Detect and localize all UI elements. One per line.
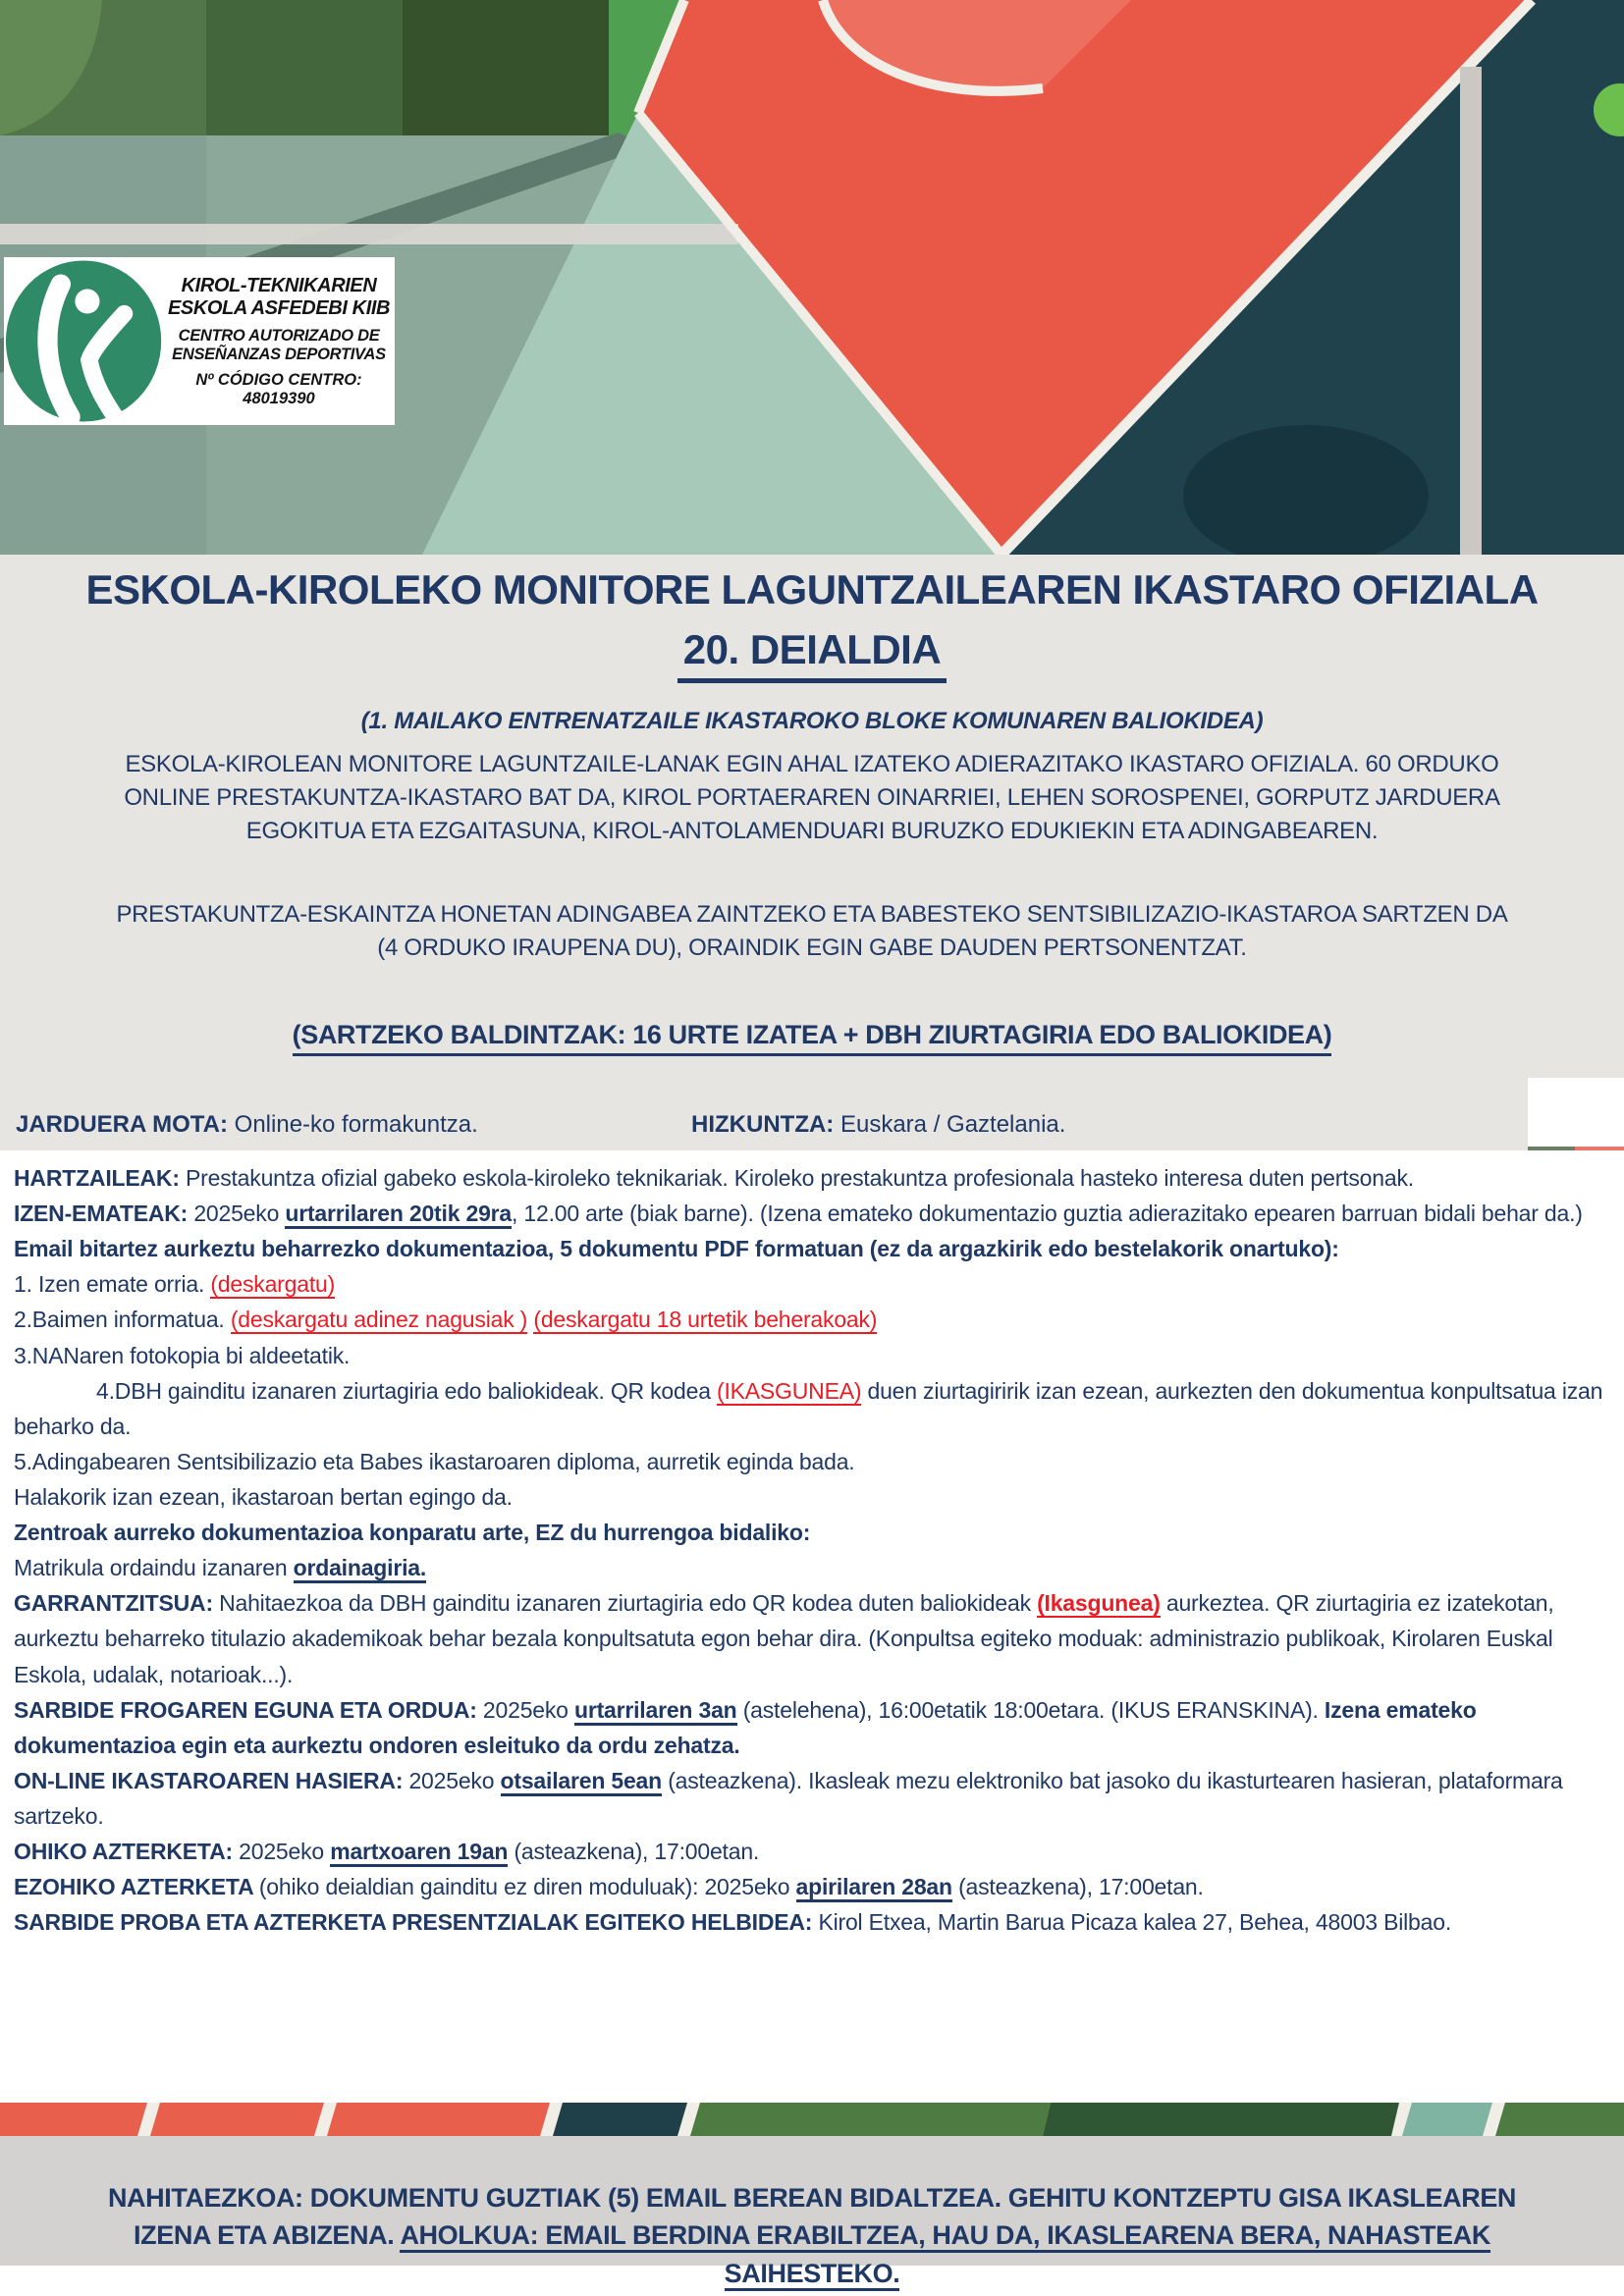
- hartzaileak: [14, 1160, 1610, 1196]
- text-run: EZOHIKO AZTERKETA: [14, 1874, 259, 1900]
- text-run: (ohiko deialdian gainditu ez diren moduluak): 2025eko: [258, 1874, 796, 1900]
- text-run: Prestakuntza ofizial gabeko eskola-kiroleko teknikariak. Kiroleko prestakuntza profesionala hasteko interesa duten pertsonak.: [186, 1165, 1414, 1191]
- footer-section: [0, 2136, 1624, 2288]
- school-code: Nº CÓDIGO CENTRO: 48019390: [195, 370, 362, 407]
- text-run: Izena emateko dokumentazioa egin eta aurkeztu ondoren esleituko da ordu zehatza.: [14, 1696, 1477, 1758]
- text-run: SARBIDE FROGAREN EGUNA ETA ORDUA:: [14, 1696, 483, 1723]
- text-run: Email bitartez aurkeztu beharrezko dokumentazioa, 5 dokumentu PDF formatuan (ez da argazkirik edo bestelakorik onartuko):: [14, 1236, 1339, 1262]
- call-number-text: 20. DEIALDIA: [677, 626, 947, 683]
- text-run: 2.Baimen informatua.: [14, 1307, 231, 1333]
- matrikula: [14, 1550, 1610, 1585]
- text-run: Nahitaezkoa da DBH gainditu izanaren ziurtagiria edo QR kodea duten baliokideak: [219, 1590, 1038, 1617]
- ezohiko-azterketa: [14, 1869, 1610, 1904]
- school-logo-icon: [4, 257, 167, 425]
- ohiko-azterketa: [14, 1834, 1610, 1869]
- dokumentu-3: [14, 1338, 1610, 1373]
- text-run: SARBIDE PROBA ETA AZTERKETA PRESENTZIALAK EGITEKO HELBIDEA:: [14, 1909, 819, 1936]
- text-run: 2025eko: [239, 1839, 331, 1865]
- halakorik: [14, 1479, 1610, 1515]
- dokumentu-2: [14, 1302, 1610, 1337]
- footer-note: [85, 2179, 1539, 2292]
- text-run: 2025eko: [482, 1696, 574, 1723]
- heading-section: [0, 555, 1624, 1150]
- ikasgunea-link[interactable]: (IKASGUNEA): [716, 1377, 862, 1404]
- body-section: [0, 1150, 1624, 2103]
- text-run: HARTZAILEAK:: [14, 1165, 186, 1191]
- dokumentu-4: [14, 1373, 1610, 1444]
- text-run: 5.Adingabearen Sentsibilizazio eta Babes ikastaroaren diploma, aurretik eginda bada.: [14, 1448, 855, 1474]
- text-run: urtarrilaren 3an: [574, 1697, 737, 1726]
- school-name: KIROL-TEKNIKARIEN ESKOLA ASFEDEBI KIIB: [167, 274, 391, 319]
- zentroak: [14, 1515, 1610, 1550]
- sarbide-froga: [14, 1692, 1610, 1763]
- language-label: HIZKUNTZA:: [691, 1110, 835, 1138]
- footer-artwork: [0, 2103, 1624, 2136]
- k-figure-icon: [4, 257, 167, 425]
- email-dokumentazioa: [14, 1231, 1610, 1266]
- text-run: otsailaren 5ean: [501, 1768, 662, 1796]
- online-hasiera: [14, 1763, 1610, 1834]
- izen-emateak: [14, 1196, 1610, 1231]
- text-run: martxoaren 19an: [330, 1839, 508, 1867]
- footer-artwork-svg: [0, 2103, 1624, 2136]
- intro-paragraph-2: PRESTAKUNTZA-ESKAINTZA HONETAN ADINGABEA ZAINTZEKO ETA BABESTEKO SENTSIBILIZAZIO-IKASTAROA SARTZEN DA (4 ORDUKO IRAUPENA DU), ORAINDIK EGIN GABE DAUDEN PERTSONENTZAT.: [116, 900, 1508, 961]
- activity-type-value: Online-ko formakuntza.: [228, 1110, 478, 1138]
- school-logo-box: [4, 257, 395, 425]
- text-run: (astelehena), 16:00etatik 18:00etara. (IKUS ERANSKINA).: [736, 1696, 1325, 1723]
- deskargatu-adinez-nagusiak-link[interactable]: (deskargatu adinez nagusiak ): [230, 1307, 528, 1333]
- entry-requirements-text: (SARTZEKO BALDINTZAK: 16 URTE IZATEA + DBH ZIURTAGIRIA EDO BALIOKIDEA): [293, 1020, 1332, 1056]
- text-run: (asteazkena). Ikasleak mezu elektroniko bat jasoko du ikasturtearen hasieran, plataformara sartzeko.: [14, 1767, 1563, 1829]
- intro-paragraph-1: ESKOLA-KIROLEAN MONITORE LAGUNTZAILE-LANAK EGIN AHAL IZATEKO ADIERAZITAKO IKASTARO OFIZIALA. 60 ORDUKO ONLINE PRESTAKUNTZA-IKASTARO BAT DA, KIROL PORTAERAREN OINARRIEI, LEHEN SOROSPENEI, GORPUTZ JARDUERA EGOKITUA ETA EZGAITASUNA, KIROL-ANTOLAMENDUARI BURUZKO EDUKIEKIN ETA ADINGABEAREN.: [124, 751, 1500, 845]
- deskargatu-18-urtetik-beherakoak-link[interactable]: (deskargatu 18 urtetik beherakoak): [533, 1307, 878, 1333]
- language: [691, 1111, 1065, 1139]
- text-run: Halakorik izan ezean, ikastaroan bertan egingo da.: [14, 1483, 513, 1510]
- entry-requirements: [0, 1020, 1624, 1056]
- activity-type-label: JARDUERA MOTA:: [16, 1110, 228, 1138]
- text-run: , 12.00 arte (biak barne). (Izena emateko dokumentazio guztia adierazitako epearen barruan bidali behar da.): [512, 1201, 1583, 1227]
- text-run: AHOLKUA: EMAIL BERDINA ERABILTZEA, HAU DA, IKASLEARENA BERA, NAHASTEAK SAIHESTEKO.: [400, 2220, 1490, 2290]
- school-logo-text: [167, 275, 395, 408]
- text-run: (asteazkena), 17:00etan.: [508, 1839, 760, 1865]
- text-run: GARRANTZITSUA:: [14, 1590, 220, 1617]
- equivalence-subtitle: (1. MAILAKO ENTRENATZAILE IKASTAROKO BLOKE KOMUNAREN BALIOKIDEA): [360, 708, 1264, 735]
- text-run: aurkeztea. QR ziurtagiria ez izatekotan, aurkeztu beharreko titulazio akademikoak behar bezala konpultsatuta egon behar dira. (Konpultsa egiteko moduak: administrazio publikoak, Kirolaren Euskal Eskola, udalak, notarioak...).: [14, 1590, 1554, 1687]
- call-number: [0, 626, 1624, 683]
- text-run: 1. Izen emate orria.: [14, 1271, 211, 1298]
- text-run: apirilaren 28an: [796, 1874, 952, 1902]
- school-subtitle: CENTRO AUTORIZADO DE ENSEÑANZAS DEPORTIVAS: [172, 326, 386, 363]
- page-title: ESKOLA-KIROLEKO MONITORE LAGUNTZAILEAREN IKASTARO OFIZIALA: [85, 566, 1539, 613]
- text-run: 4.DBH gainditu izanaren ziurtagiria edo baliokideak. QR kodea: [96, 1377, 717, 1404]
- text-run: Kirol Etxea, Martin Barua Picaza kalea 27, Behea, 48003 Bilbao.: [818, 1909, 1452, 1936]
- text-run: urtarrilaren 20tik 29ra: [285, 1201, 512, 1229]
- text-run: Zentroak aurreko dokumentazioa konparatu arte, EZ du hurrengoa bidaliko:: [14, 1520, 811, 1546]
- text-run: ordainagiria.: [294, 1555, 426, 1583]
- text-run: OHIKO AZTERKETA:: [14, 1839, 240, 1865]
- language-value: Euskara / Gaztelania.: [834, 1110, 1066, 1138]
- activity-meta-row: [0, 1111, 1624, 1139]
- text-run: 3.NANaren fotokopia bi aldeetatik.: [14, 1342, 351, 1368]
- text-run: (asteazkena), 17:00etan.: [951, 1874, 1204, 1900]
- text-run: ON-LINE IKASTAROAREN HASIERA:: [14, 1767, 409, 1793]
- background-notch: [1528, 1078, 1624, 1150]
- ikasgunea-link-2[interactable]: (Ikasgunea): [1037, 1590, 1161, 1617]
- text-run: IZEN-EMATEAK:: [14, 1201, 194, 1227]
- dokumentu-5: [14, 1444, 1610, 1479]
- text-run: duen ziurtagiririk izan ezean, aurkezten den dokumentua konpultsatua izan beharko da.: [14, 1377, 1603, 1439]
- text-run: 2025eko: [408, 1767, 501, 1793]
- activity-type: [16, 1111, 691, 1139]
- text-run: Matrikula ordaindu izanaren: [14, 1555, 294, 1581]
- helbidea: [14, 1904, 1610, 1940]
- text-run: NAHITAEZKOA: DOKUMENTU GUZTIAK (5) EMAIL BEREAN BIDALTZEA. GEHITU KONTZEPTU GISA IKASLEAREN IZENA ETA ABIZENA.: [107, 2183, 1517, 2251]
- deskargatu-izen-emate-link[interactable]: (deskargatu): [210, 1271, 336, 1298]
- text-run: 2025eko: [193, 1201, 286, 1227]
- dokumentu-1: [14, 1266, 1610, 1302]
- garrantzitsua: [14, 1585, 1610, 1691]
